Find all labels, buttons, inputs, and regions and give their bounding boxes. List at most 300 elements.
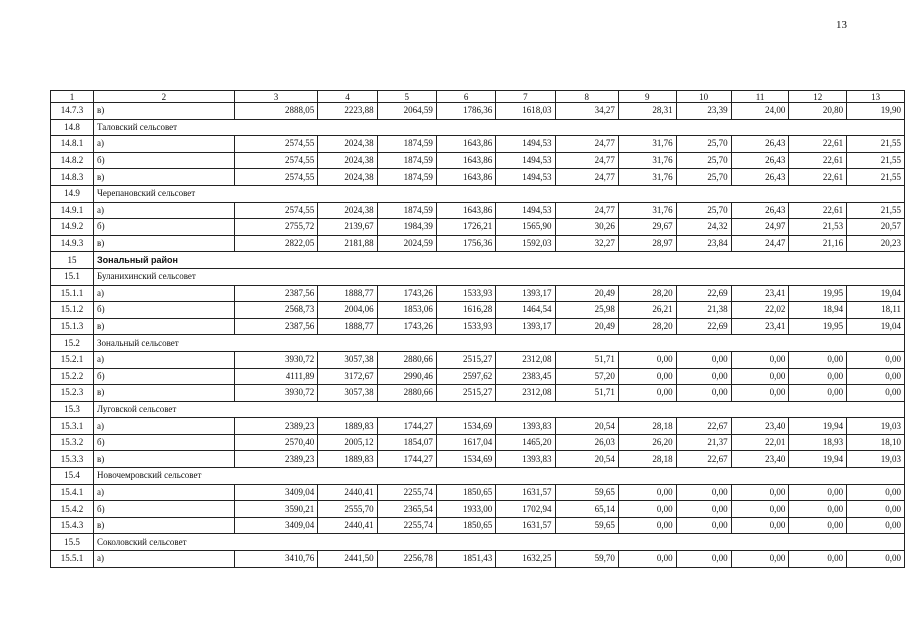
section-title: Соколовский сельсовет: [94, 534, 905, 551]
cell-value: 23,41: [731, 285, 789, 302]
cell-value: 19,94: [789, 418, 847, 435]
row-code: 14.8.2: [51, 152, 94, 169]
cell-value: 0,00: [847, 351, 905, 368]
table-row: [51, 152, 905, 169]
cell-value: 1851,43: [436, 551, 495, 568]
cell-value: 2387,56: [234, 318, 318, 335]
cell-value: 34,27: [555, 103, 618, 120]
row-code: 15.3.1: [51, 418, 94, 435]
cell-value: 3172,67: [318, 368, 377, 385]
cell-value: 1743,26: [377, 285, 436, 302]
cell-value: 1494,53: [496, 202, 555, 219]
cell-value: 2024,38: [318, 202, 377, 219]
table-row: [51, 451, 905, 468]
cell-value: 24,00: [731, 103, 789, 120]
row-variant: б): [94, 434, 235, 451]
cell-value: 2570,40: [234, 434, 318, 451]
row-code: 15.2.1: [51, 351, 94, 368]
cell-value: 1393,17: [496, 285, 555, 302]
row-code: 14.8.3: [51, 169, 94, 186]
cell-value: 28,18: [618, 418, 676, 435]
row-code: 14.9.2: [51, 219, 94, 236]
cell-value: 1850,65: [436, 484, 495, 501]
cell-value: 22,61: [789, 152, 847, 169]
cell-value: 21,38: [676, 302, 731, 319]
cell-value: 22,67: [676, 451, 731, 468]
cell-value: 31,76: [618, 152, 676, 169]
cell-value: 0,00: [789, 385, 847, 402]
cell-value: 0,00: [618, 368, 676, 385]
row-code: 15.2.2: [51, 368, 94, 385]
column-header: 12: [789, 91, 847, 103]
cell-value: 2990,46: [377, 368, 436, 385]
cell-value: 20,54: [555, 418, 618, 435]
section-title: Черепановский сельсовет: [94, 185, 905, 202]
row-code: 15.2.3: [51, 385, 94, 402]
cell-value: 1850,65: [436, 517, 495, 534]
cell-value: 1786,36: [436, 103, 495, 120]
cell-value: 3409,04: [234, 484, 318, 501]
cell-value: 0,00: [676, 517, 731, 534]
cell-value: 1933,00: [436, 501, 495, 518]
table-row: [51, 235, 905, 252]
cell-value: 2574,55: [234, 136, 318, 153]
column-header: 2: [94, 91, 235, 103]
cell-value: 2440,41: [318, 517, 377, 534]
cell-value: 24,97: [731, 219, 789, 236]
row-code: 14.9.3: [51, 235, 94, 252]
cell-value: 2515,27: [436, 351, 495, 368]
cell-value: 22,69: [676, 318, 731, 335]
row-variant: а): [94, 136, 235, 153]
cell-value: 1393,17: [496, 318, 555, 335]
cell-value: 1533,93: [436, 318, 495, 335]
section-row: [51, 335, 905, 352]
cell-value: 1533,93: [436, 285, 495, 302]
table-row: [51, 484, 905, 501]
cell-value: 18,94: [789, 302, 847, 319]
section-title: Буланихинский сельсовет: [94, 268, 905, 285]
cell-value: 1744,27: [377, 418, 436, 435]
cell-value: 0,00: [618, 501, 676, 518]
cell-value: 3930,72: [234, 385, 318, 402]
cell-value: 1494,53: [496, 169, 555, 186]
cell-value: 1888,77: [318, 285, 377, 302]
cell-value: 1631,57: [496, 484, 555, 501]
cell-value: 19,04: [847, 318, 905, 335]
cell-value: 19,95: [789, 285, 847, 302]
cell-value: 18,11: [847, 302, 905, 319]
cell-value: 1534,69: [436, 451, 495, 468]
section-row: [51, 268, 905, 285]
cell-value: 1874,59: [377, 152, 436, 169]
row-code: 15.4: [51, 468, 94, 485]
row-code: 15.3.2: [51, 434, 94, 451]
cell-value: 2389,23: [234, 451, 318, 468]
row-variant: а): [94, 351, 235, 368]
cell-value: 24,77: [555, 136, 618, 153]
cell-value: 2365,54: [377, 501, 436, 518]
section-title: Таловский сельсовет: [94, 119, 905, 136]
table-row: [51, 318, 905, 335]
cell-value: 18,93: [789, 434, 847, 451]
row-code: 15.4.2: [51, 501, 94, 518]
table-row: [51, 219, 905, 236]
cell-value: 1465,20: [496, 434, 555, 451]
column-header: 1: [51, 91, 94, 103]
cell-value: 2064,59: [377, 103, 436, 120]
cell-value: 1494,53: [496, 152, 555, 169]
cell-value: 2755,72: [234, 219, 318, 236]
cell-value: 25,70: [676, 169, 731, 186]
cell-value: 1853,06: [377, 302, 436, 319]
cell-value: 3930,72: [234, 351, 318, 368]
cell-value: 2515,27: [436, 385, 495, 402]
cell-value: 0,00: [618, 484, 676, 501]
cell-value: 22,01: [731, 434, 789, 451]
tariff-table: [50, 90, 905, 568]
cell-value: 28,31: [618, 103, 676, 120]
cell-value: 51,71: [555, 385, 618, 402]
cell-value: 21,16: [789, 235, 847, 252]
table-row: [51, 136, 905, 153]
cell-value: 0,00: [676, 551, 731, 568]
cell-value: 31,76: [618, 169, 676, 186]
cell-value: 0,00: [847, 484, 905, 501]
cell-value: 0,00: [618, 517, 676, 534]
section-title: Новочемровский сельсовет: [94, 468, 905, 485]
cell-value: 57,20: [555, 368, 618, 385]
table-row: [51, 385, 905, 402]
cell-value: 2024,59: [377, 235, 436, 252]
section-title: Луговской сельсовет: [94, 401, 905, 418]
cell-value: 0,00: [731, 385, 789, 402]
cell-value: 2880,66: [377, 351, 436, 368]
row-variant: б): [94, 368, 235, 385]
row-variant: а): [94, 285, 235, 302]
section-row: [51, 468, 905, 485]
cell-value: 24,77: [555, 202, 618, 219]
cell-value: 21,55: [847, 136, 905, 153]
cell-value: 26,43: [731, 169, 789, 186]
cell-value: 2568,73: [234, 302, 318, 319]
cell-value: 2312,08: [496, 351, 555, 368]
cell-value: 28,97: [618, 235, 676, 252]
column-header: 4: [318, 91, 377, 103]
cell-value: 23,40: [731, 451, 789, 468]
row-code: 14.9: [51, 185, 94, 202]
cell-value: 21,37: [676, 434, 731, 451]
row-variant: в): [94, 235, 235, 252]
table-row: [51, 169, 905, 186]
cell-value: 24,77: [555, 169, 618, 186]
cell-value: 1464,54: [496, 302, 555, 319]
cell-value: 0,00: [789, 368, 847, 385]
cell-value: 0,00: [731, 368, 789, 385]
row-variant: а): [94, 202, 235, 219]
column-header: 8: [555, 91, 618, 103]
cell-value: 24,77: [555, 152, 618, 169]
table-row: [51, 501, 905, 518]
cell-value: 25,98: [555, 302, 618, 319]
cell-value: 26,43: [731, 202, 789, 219]
cell-value: 19,94: [789, 451, 847, 468]
table-row: [51, 285, 905, 302]
row-code: 15.5: [51, 534, 94, 551]
row-code: 14.7.3: [51, 103, 94, 120]
cell-value: 26,43: [731, 136, 789, 153]
column-header: 3: [234, 91, 318, 103]
cell-value: 19,95: [789, 318, 847, 335]
cell-value: 0,00: [789, 501, 847, 518]
cell-value: 0,00: [731, 517, 789, 534]
section-title: Зональный сельсовет: [94, 335, 905, 352]
cell-value: 0,00: [789, 484, 847, 501]
cell-value: 22,67: [676, 418, 731, 435]
cell-value: 22,02: [731, 302, 789, 319]
cell-value: 1565,90: [496, 219, 555, 236]
cell-value: 20,80: [789, 103, 847, 120]
table-header-row: [51, 91, 905, 103]
cell-value: 2024,38: [318, 136, 377, 153]
cell-value: 1984,39: [377, 219, 436, 236]
table-row: [51, 434, 905, 451]
section-row: [51, 185, 905, 202]
column-header: 13: [847, 91, 905, 103]
row-variant: а): [94, 551, 235, 568]
cell-value: 0,00: [676, 351, 731, 368]
cell-value: 21,55: [847, 202, 905, 219]
cell-value: 3410,76: [234, 551, 318, 568]
cell-value: 26,03: [555, 434, 618, 451]
row-variant: в): [94, 103, 235, 120]
row-code: 15: [51, 252, 94, 269]
cell-value: 32,27: [555, 235, 618, 252]
row-variant: б): [94, 302, 235, 319]
table-row: [51, 368, 905, 385]
row-code: 15.5.1: [51, 551, 94, 568]
cell-value: 0,00: [618, 551, 676, 568]
table-row: [51, 517, 905, 534]
cell-value: 1854,07: [377, 434, 436, 451]
cell-value: 25,70: [676, 202, 731, 219]
row-code: 15.1.3: [51, 318, 94, 335]
cell-value: 1643,86: [436, 169, 495, 186]
cell-value: 2888,05: [234, 103, 318, 120]
district-row: [51, 252, 905, 269]
cell-value: 20,57: [847, 219, 905, 236]
row-code: 15.1.2: [51, 302, 94, 319]
cell-value: 22,61: [789, 169, 847, 186]
row-variant: а): [94, 484, 235, 501]
row-code: 14.8: [51, 119, 94, 136]
row-code: 15.3.3: [51, 451, 94, 468]
cell-value: 23,84: [676, 235, 731, 252]
cell-value: 0,00: [676, 385, 731, 402]
cell-value: 4111,89: [234, 368, 318, 385]
cell-value: 20,23: [847, 235, 905, 252]
table-row: [51, 202, 905, 219]
row-code: 15.1: [51, 268, 94, 285]
page-number: 13: [836, 19, 847, 31]
row-code: 14.9.1: [51, 202, 94, 219]
cell-value: 31,76: [618, 202, 676, 219]
cell-value: 0,00: [847, 517, 905, 534]
table-row: [51, 302, 905, 319]
cell-value: 1618,03: [496, 103, 555, 120]
cell-value: 0,00: [731, 551, 789, 568]
cell-value: 26,21: [618, 302, 676, 319]
cell-value: 28,18: [618, 451, 676, 468]
cell-value: 3057,38: [318, 351, 377, 368]
cell-value: 1643,86: [436, 136, 495, 153]
cell-value: 0,00: [847, 501, 905, 518]
cell-value: 1743,26: [377, 318, 436, 335]
cell-value: 2389,23: [234, 418, 318, 435]
cell-value: 2574,55: [234, 152, 318, 169]
row-variant: в): [94, 318, 235, 335]
cell-value: 2255,74: [377, 484, 436, 501]
cell-value: 1534,69: [436, 418, 495, 435]
cell-value: 2574,55: [234, 169, 318, 186]
cell-value: 65,14: [555, 501, 618, 518]
cell-value: 26,43: [731, 152, 789, 169]
cell-value: 0,00: [618, 351, 676, 368]
cell-value: 30,26: [555, 219, 618, 236]
cell-value: 1889,83: [318, 418, 377, 435]
cell-value: 1756,36: [436, 235, 495, 252]
cell-value: 2024,38: [318, 152, 377, 169]
cell-value: 0,00: [731, 351, 789, 368]
cell-value: 2441,50: [318, 551, 377, 568]
cell-value: 3590,21: [234, 501, 318, 518]
cell-value: 0,00: [676, 368, 731, 385]
row-variant: в): [94, 169, 235, 186]
cell-value: 19,03: [847, 418, 905, 435]
cell-value: 1643,86: [436, 152, 495, 169]
table-row: [51, 103, 905, 120]
cell-value: 0,00: [676, 501, 731, 518]
cell-value: 28,20: [618, 285, 676, 302]
cell-value: 1874,59: [377, 202, 436, 219]
cell-value: 20,49: [555, 285, 618, 302]
cell-value: 0,00: [847, 551, 905, 568]
cell-value: 19,04: [847, 285, 905, 302]
cell-value: 2255,74: [377, 517, 436, 534]
cell-value: 28,20: [618, 318, 676, 335]
cell-value: 2880,66: [377, 385, 436, 402]
cell-value: 1889,83: [318, 451, 377, 468]
cell-value: 0,00: [789, 551, 847, 568]
column-header: 10: [676, 91, 731, 103]
row-code: 15.4.1: [51, 484, 94, 501]
cell-value: 24,47: [731, 235, 789, 252]
cell-value: 31,76: [618, 136, 676, 153]
table-row: [51, 351, 905, 368]
cell-value: 59,70: [555, 551, 618, 568]
cell-value: 1888,77: [318, 318, 377, 335]
cell-value: 1631,57: [496, 517, 555, 534]
cell-value: 51,71: [555, 351, 618, 368]
cell-value: 25,70: [676, 136, 731, 153]
row-variant: б): [94, 152, 235, 169]
section-row: [51, 534, 905, 551]
cell-value: 59,65: [555, 484, 618, 501]
row-variant: в): [94, 451, 235, 468]
section-row: [51, 401, 905, 418]
row-code: 14.8.1: [51, 136, 94, 153]
cell-value: 59,65: [555, 517, 618, 534]
cell-value: 1494,53: [496, 136, 555, 153]
cell-value: 0,00: [676, 484, 731, 501]
cell-value: 3057,38: [318, 385, 377, 402]
cell-value: 20,54: [555, 451, 618, 468]
table-row: [51, 418, 905, 435]
cell-value: 1702,94: [496, 501, 555, 518]
district-title: Зональный район: [94, 252, 905, 269]
cell-value: 20,49: [555, 318, 618, 335]
cell-value: 1744,27: [377, 451, 436, 468]
cell-value: 1393,83: [496, 451, 555, 468]
cell-value: 2004,06: [318, 302, 377, 319]
cell-value: 1616,28: [436, 302, 495, 319]
row-variant: а): [94, 418, 235, 435]
cell-value: 21,53: [789, 219, 847, 236]
cell-value: 1643,86: [436, 202, 495, 219]
cell-value: 3409,04: [234, 517, 318, 534]
column-header: 7: [496, 91, 555, 103]
cell-value: 29,67: [618, 219, 676, 236]
row-variant: б): [94, 219, 235, 236]
row-variant: б): [94, 501, 235, 518]
cell-value: 22,61: [789, 202, 847, 219]
cell-value: 2223,88: [318, 103, 377, 120]
cell-value: 1592,03: [496, 235, 555, 252]
table-body: [51, 91, 905, 568]
cell-value: 2312,08: [496, 385, 555, 402]
cell-value: 2256,78: [377, 551, 436, 568]
cell-value: 0,00: [789, 517, 847, 534]
cell-value: 0,00: [731, 501, 789, 518]
cell-value: 23,40: [731, 418, 789, 435]
cell-value: 0,00: [731, 484, 789, 501]
cell-value: 2024,38: [318, 169, 377, 186]
cell-value: 23,41: [731, 318, 789, 335]
cell-value: 2597,62: [436, 368, 495, 385]
cell-value: 0,00: [618, 385, 676, 402]
cell-value: 18,10: [847, 434, 905, 451]
cell-value: 2383,45: [496, 368, 555, 385]
row-code: 15.1.1: [51, 285, 94, 302]
row-variant: в): [94, 385, 235, 402]
cell-value: 21,55: [847, 169, 905, 186]
row-code: 15.3: [51, 401, 94, 418]
cell-value: 2139,67: [318, 219, 377, 236]
cell-value: 24,32: [676, 219, 731, 236]
table-row: [51, 551, 905, 568]
cell-value: 2574,55: [234, 202, 318, 219]
cell-value: 22,61: [789, 136, 847, 153]
cell-value: 1874,59: [377, 136, 436, 153]
column-header: 11: [731, 91, 789, 103]
cell-value: 1874,59: [377, 169, 436, 186]
cell-value: 19,90: [847, 103, 905, 120]
row-code: 15.4.3: [51, 517, 94, 534]
row-code: 15.2: [51, 335, 94, 352]
cell-value: 0,00: [789, 351, 847, 368]
cell-value: 2440,41: [318, 484, 377, 501]
cell-value: 2387,56: [234, 285, 318, 302]
